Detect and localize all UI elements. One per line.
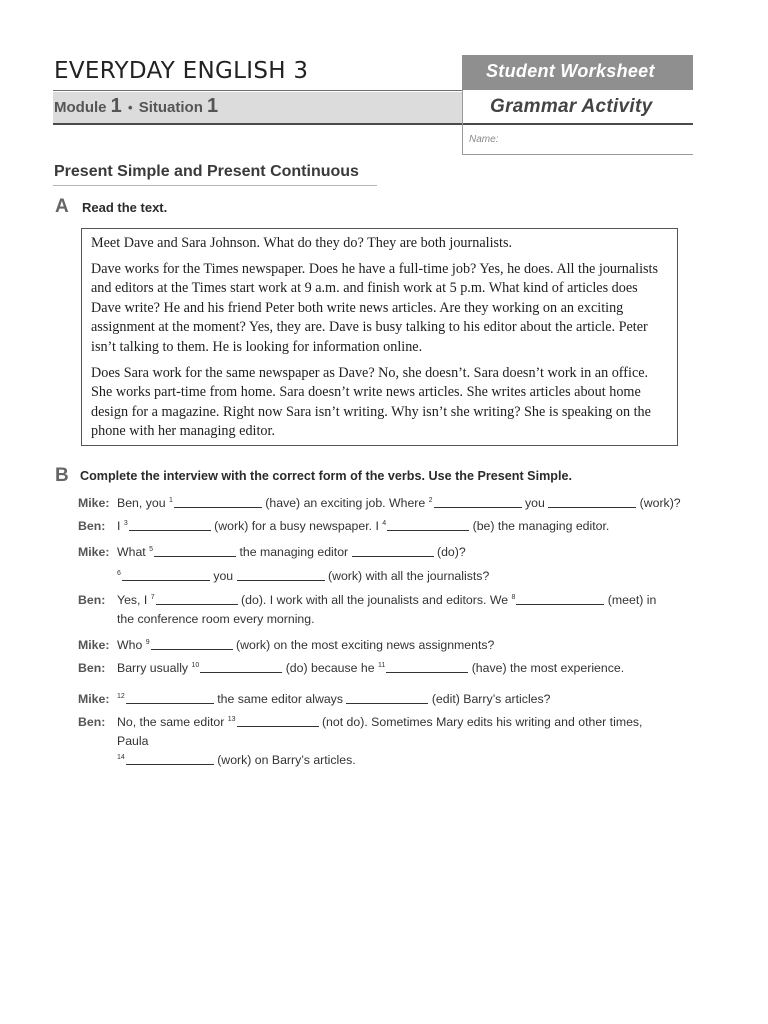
interview-line: Mike: $^{12}$ the same editor always (edit) Barry’s articles? [78, 692, 551, 706]
blank-number: 13 [227, 716, 236, 723]
interview-line: Mike: Who $^9$ (work) on the most exciting news assignments? [78, 638, 495, 652]
interview-line: Ben: I $^3$ (work) for a busy newspaper. I $^4$ (be) the managing editor. [78, 519, 610, 533]
answer-blank-8[interactable] [516, 593, 604, 605]
answer-blank-10[interactable] [200, 661, 282, 673]
blank-number: 2 [428, 497, 433, 504]
reading-text-box [81, 228, 678, 446]
blank-number: 6 [117, 570, 121, 577]
answer-blank-7[interactable] [156, 593, 238, 605]
answer-blank-12b[interactable] [346, 692, 428, 704]
worksheet-title: EVERYDAY ENGLISH 3 [54, 58, 309, 84]
part-a-instruction: Read the text. [82, 200, 168, 215]
speaker-label: Ben: [78, 519, 106, 533]
blank-number: 8 [511, 594, 516, 601]
answer-blank-13[interactable] [237, 715, 319, 727]
answer-blank-4[interactable] [387, 519, 469, 531]
answer-blank-6b[interactable] [237, 569, 325, 581]
answer-blank-12[interactable] [126, 692, 214, 704]
interview-line: Ben: No, the same editor $^{13}$ (not do). Sometimes Mary edits his writing and other times, [78, 715, 643, 729]
answer-blank-14[interactable] [126, 753, 214, 765]
interview-line: Ben: Barry usually $^{10}$ (do) because he $^{11}$ (have) the most experience. [78, 661, 625, 675]
answer-blank-5[interactable] [154, 545, 236, 557]
speaker-label: Mike: [78, 692, 110, 706]
blank-number: 11 [378, 662, 386, 669]
blank-number: 7 [150, 594, 155, 601]
interview-line: the conference room every morning. [117, 612, 315, 626]
answer-blank-5b[interactable] [352, 545, 434, 557]
blank-number: 12 [117, 693, 125, 700]
name-label: Name: [469, 134, 499, 145]
name-line [462, 154, 693, 155]
blank-number: 1 [168, 497, 173, 504]
speaker-label: Mike: [78, 496, 110, 510]
header-divider [462, 90, 463, 155]
bullet-separator: • [127, 100, 133, 115]
part-b-instruction: Complete the interview with the correct form of the verbs. Use the Present Simple. [80, 469, 572, 483]
blank-number: 9 [145, 639, 150, 646]
answer-blank-11[interactable] [386, 661, 468, 673]
answer-blank-6[interactable] [122, 569, 210, 581]
module-number: 1 [110, 95, 122, 117]
answer-blank-9[interactable] [151, 638, 233, 650]
situation-number: 1 [207, 95, 219, 117]
blank-number: 14 [117, 754, 125, 761]
reading-paragraph: Does Sara work for the same newspaper as Dave? No, she doesn’t. Sara doesn’t work in an office. She works part-time from home. Sara doesn’t write news articles. She writes articles about home design for a magazine. Right now Sara isn’t writing. Why isn’t she writing? She is speaking on the phone with her managing editor. [91, 364, 651, 440]
speaker-label: Ben: [78, 661, 106, 675]
section-title-rule [53, 185, 377, 186]
interview-line: Ben: Yes, I $^7$ (do). I work with all the jounalists and editors. We $^8$ (meet) in [78, 593, 657, 607]
speaker-label: Ben: [78, 593, 106, 607]
speaker-label: Mike: [78, 545, 110, 559]
speaker-label: Ben: [78, 715, 106, 729]
interview-line: Mike: What $^5$ the managing editor (do)? [78, 545, 466, 559]
answer-blank-2b[interactable] [548, 496, 636, 508]
grammar-activity-label: Grammar Activity [490, 96, 653, 117]
interview-line: Mike: Ben, you $^1$ (have) an exciting job. Where $^2$ you (work)? [78, 496, 681, 510]
module-situation-label [54, 95, 218, 118]
section-title: Present Simple and Present Continuous [54, 163, 359, 180]
reading-paragraph: Meet Dave and Sara Johnson. What do they do? They are both journalists. [91, 235, 513, 251]
interview-line: $^{14}$ (work) on Barry’s articles. [117, 753, 356, 767]
answer-blank-2[interactable] [434, 496, 522, 508]
header-bottom-rule [53, 123, 693, 125]
student-worksheet-label: Student Worksheet [486, 61, 655, 81]
blank-number: 5 [149, 546, 154, 553]
reading-paragraph: Dave works for the Times newspaper. Does he have a full-time job? Yes, he does. All the journalists and editors at the Times start work at 9 a.m. and finish work at 5 p.m. What kind of articles does Dave write? He and his friend Peter both write news articles. Are they working on an exciting assignment at the moment? Yes, they are. Dave is busy talking to his editor about the article. Peter isn’t talking to them. He is looking for information online. [91, 260, 659, 355]
blank-number: 4 [382, 520, 387, 527]
module-label: Module [54, 99, 107, 116]
blank-number: 3 [123, 520, 128, 527]
interview-line: Paula [117, 734, 149, 748]
answer-blank-1[interactable] [174, 496, 262, 508]
header-rule [53, 90, 462, 91]
part-a-letter: A [55, 196, 69, 217]
speaker-label: Mike: [78, 638, 110, 652]
blank-number: 10 [191, 662, 200, 669]
interview-line: $^6$ you (work) with all the journalists? [117, 569, 490, 583]
answer-blank-3[interactable] [129, 519, 211, 531]
situation-label: Situation [138, 99, 203, 116]
part-b-letter: B [55, 465, 69, 486]
